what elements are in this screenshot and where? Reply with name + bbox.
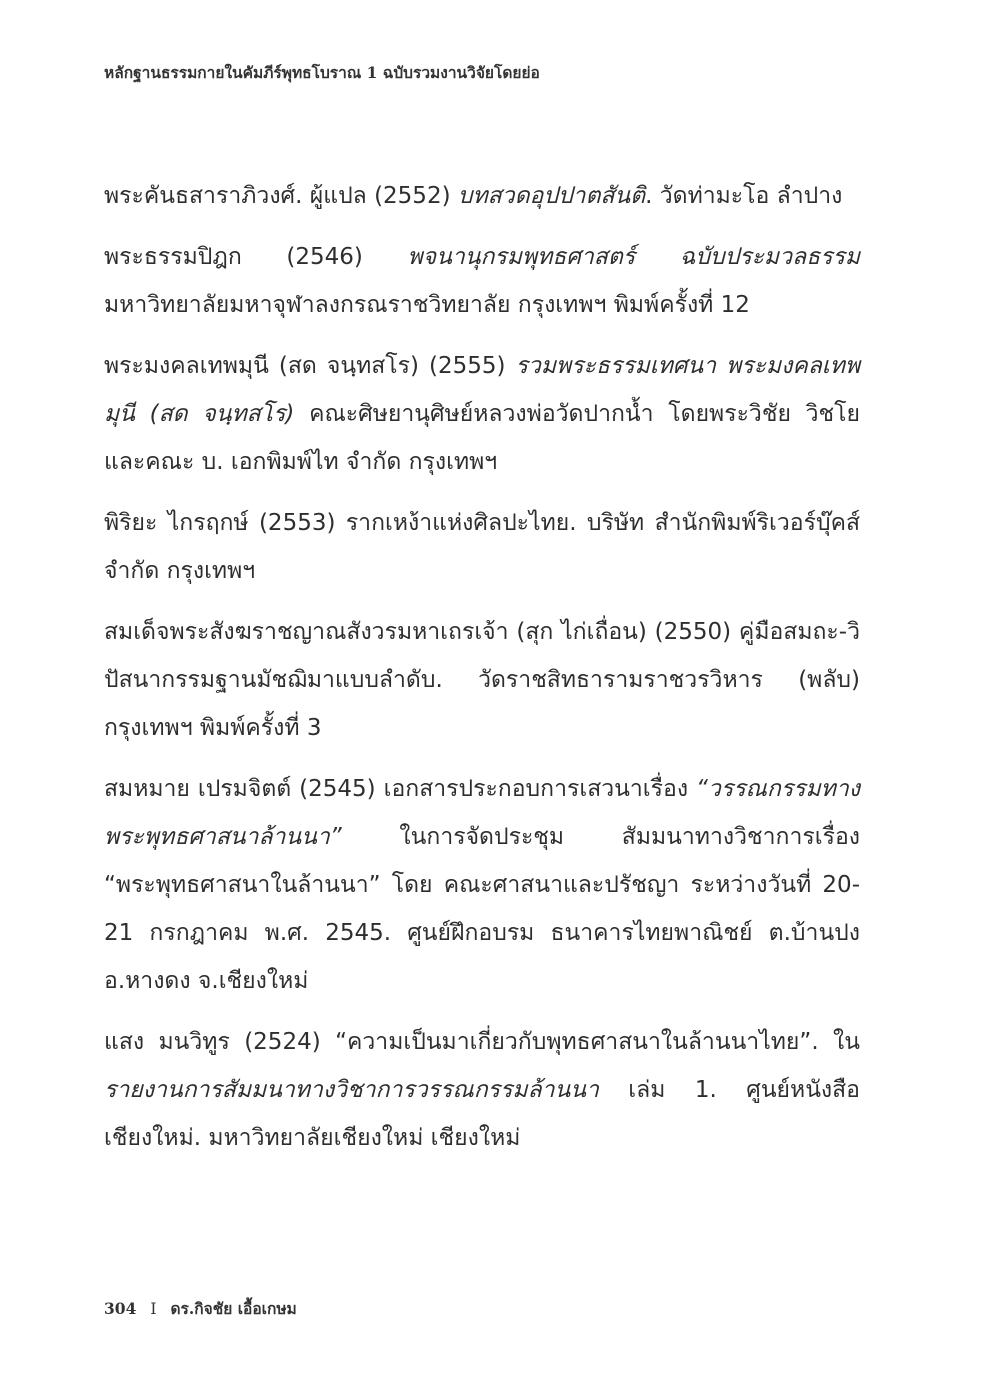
reference-text: คณะศิษยานุศิษย์หลวงพ่อวัดปากน้ำ โดยพระวิชัย วิชโย และคณะ บ. เอกพิมพ์ไท จำกัด กรุงเทพฯ [104,401,860,475]
footer-author: ดร.กิจชัย เอื้อเกษม [170,1299,297,1318]
page-footer [104,1296,297,1321]
reference-entry [104,172,860,220]
reference-entry [104,499,860,595]
footer-separator: I [150,1300,157,1318]
reference-text: พระมงคลเทพมุนี (สด จนฺทสโร) (2555) [104,353,516,379]
reference-italic-title: รวมพระธรรมเทศนา พระมงคลเทพมุนี (สด จนฺทสโร) [104,353,860,427]
reference-text: ในการจัดประชุม สัมมนาทางวิชาการเรื่อง “พระพุทธศาสนาในล้านนา” โดย คณะศาสนาและปรัชญา ระหว่างวันที่ 20-21 กรกฎาคม พ.ศ. 2545. ศูนย์ฝึกอบรม ธนาคารไทยพาณิชย์ ต.บ้านปง อ.หางดง จ.เชียงใหม่ [104,824,860,994]
reference-italic-title: พจนานุกรมพุทธศาสตร์ ฉบับประมวลธรรม [407,244,861,270]
running-header [104,60,540,85]
reference-italic-title: บทสวดอุปปาตสันติ [457,183,646,209]
reference-text: มหาวิทยาลัยมหาจุฬาลงกรณราชวิทยาลัย กรุงเทพฯ พิมพ์ครั้งที่ 12 [104,292,750,318]
reference-entry [104,1018,860,1162]
reference-entry [104,608,860,752]
reference-entry [104,765,860,1005]
reference-italic-title: รายงานการสัมมนาทางวิชาการวรรณกรรมล้านนา [104,1077,599,1103]
reference-text: แสง มนวิทูร (2524) “ความเป็นมาเกี่ยวกับพุทธศาสนาในล้านนาไทย”. ใน [104,1029,860,1055]
reference-entry [104,233,860,329]
reference-text: พิริยะ ไกรฤกษ์ (2553) รากเหง้าแห่งศิลปะไทย. บริษัท สำนักพิมพ์ริเวอร์บุ๊คส์ จำกัด กรุงเทพฯ [104,510,860,584]
reference-text: . วัดท่ามะโอ ลำปาง [645,183,843,209]
reference-text: สมหมาย เปรมจิตต์ (2545) เอกสารประกอบการเสวนาเรื่อง [104,776,697,802]
running-header-title: หลักฐานธรรมกายในคัมภีร์พุทธโบราณ 1 ฉบับรวมงานวิจัยโดยย่อ [104,63,540,82]
reference-entry [104,342,860,486]
reference-list [104,172,860,1162]
reference-text: สมเด็จพระสังฆราชญาณสังวรมหาเถรเจ้า (สุก ไก่เถื่อน) (2550) คู่มือสมถะ-วิปัสนากรรมฐานมัชฌิมาแบบลำดับ. วัดราชสิทธารามราชวรวิหาร (พลับ) กรุงเทพฯ พิมพ์ครั้งที่ 3 [104,619,860,741]
reference-italic-title: “วรรณกรรมทางพระพุทธศาสนาล้านนา” [104,776,860,850]
reference-text: เล่ม 1. ศูนย์หนังสือเชียงใหม่. มหาวิทยาลัยเชียงใหม่ เชียงใหม่ [104,1077,860,1151]
page-number: 304 [104,1299,137,1318]
reference-text: พระธรรมปิฎก (2546) [104,244,408,270]
reference-text: พระคันธสาราภิวงศ์. ผู้แปล (2552) [104,183,458,209]
